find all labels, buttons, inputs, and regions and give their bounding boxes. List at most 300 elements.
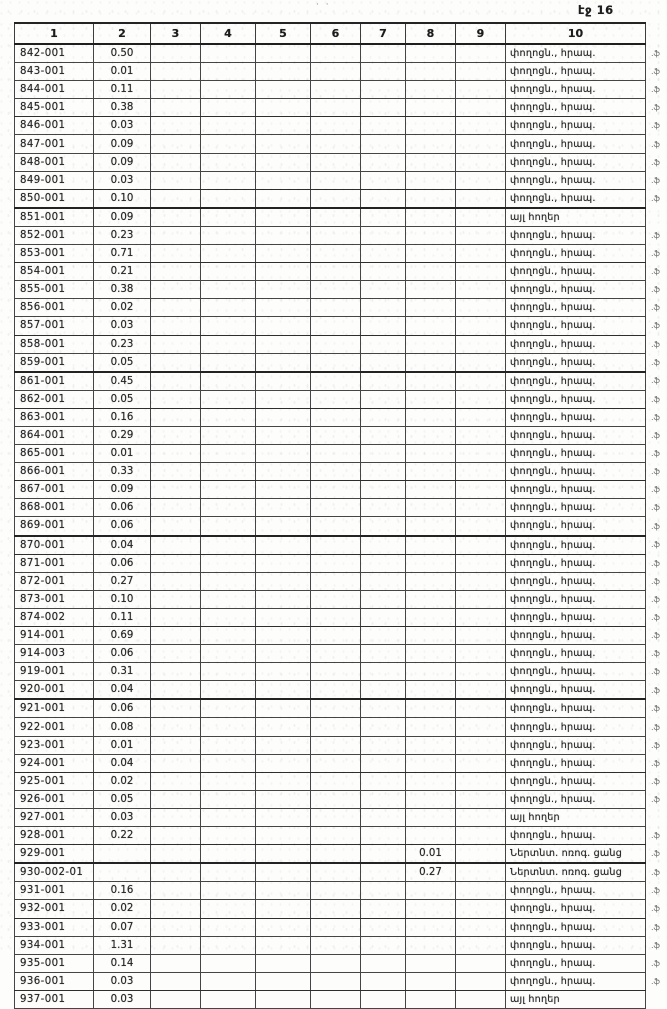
area-col8-cell: 0.27 <box>406 863 456 882</box>
area-col8-cell <box>406 572 456 590</box>
empty-cell-7 <box>361 681 406 700</box>
area-col8-cell <box>406 627 456 645</box>
empty-cell-4 <box>201 499 256 517</box>
area-col2-cell: 0.03 <box>94 808 151 826</box>
landuse-cell: փողոցն., հրապ. <box>506 226 646 244</box>
area-col8-cell <box>406 645 456 663</box>
empty-cell-4 <box>201 171 256 189</box>
empty-cell-3 <box>151 900 201 918</box>
parcel-code-cell: 871-001 <box>15 554 94 572</box>
empty-cell-7 <box>361 954 406 972</box>
empty-cell-6 <box>311 736 361 754</box>
area-col2-cell: 0.09 <box>94 481 151 499</box>
empty-cell-7 <box>361 554 406 572</box>
area-col8-cell <box>406 353 456 372</box>
area-col8-cell <box>406 81 456 99</box>
empty-cell-6 <box>311 572 361 590</box>
landuse-cell: Ներտնտ. ոռոգ. ցանց <box>506 845 646 864</box>
table-row <box>15 536 667 555</box>
empty-cell-6 <box>311 335 361 353</box>
empty-cell-5 <box>256 445 311 463</box>
empty-cell-9 <box>456 972 506 990</box>
table-row <box>15 135 667 153</box>
area-col8-cell <box>406 63 456 81</box>
area-col2-cell: 0.02 <box>94 900 151 918</box>
empty-cell-5 <box>256 845 311 864</box>
empty-cell-3 <box>151 663 201 681</box>
empty-cell-9 <box>456 245 506 263</box>
empty-cell-6 <box>311 245 361 263</box>
empty-cell-7 <box>361 790 406 808</box>
area-col8-cell <box>406 208 456 227</box>
empty-cell-9 <box>456 335 506 353</box>
margin-mark: .ֆ <box>646 845 667 864</box>
parcel-code-cell: 925-001 <box>15 772 94 790</box>
empty-cell-6 <box>311 317 361 335</box>
table-row <box>15 408 667 426</box>
area-col2-cell: 0.01 <box>94 63 151 81</box>
area-col8-cell <box>406 772 456 790</box>
margin-mark: .ֆ <box>646 445 667 463</box>
page-number: էջ 16 <box>578 3 614 17</box>
empty-cell-9 <box>456 863 506 882</box>
area-col8-cell <box>406 445 456 463</box>
empty-cell-4 <box>201 299 256 317</box>
area-col8-cell <box>406 718 456 736</box>
empty-cell-7 <box>361 208 406 227</box>
table-row <box>15 554 667 572</box>
empty-cell-7 <box>361 99 406 117</box>
area-col8-cell <box>406 426 456 444</box>
empty-cell-5 <box>256 63 311 81</box>
landuse-cell: փողոցն., հրապ. <box>506 63 646 81</box>
table-row <box>15 827 667 845</box>
empty-cell-3 <box>151 808 201 826</box>
column-header-4: 4 <box>201 23 256 44</box>
table-row <box>15 63 667 81</box>
empty-cell-6 <box>311 463 361 481</box>
area-col2-cell <box>94 845 151 864</box>
table-row <box>15 372 667 391</box>
table-row <box>15 754 667 772</box>
empty-cell-3 <box>151 263 201 281</box>
empty-cell-4 <box>201 226 256 244</box>
empty-cell-9 <box>456 736 506 754</box>
column-header-9: 9 <box>456 23 506 44</box>
empty-cell-5 <box>256 135 311 153</box>
margin-mark: .ֆ <box>646 882 667 900</box>
empty-cell-7 <box>361 499 406 517</box>
area-col8-cell <box>406 972 456 990</box>
margin-mark: .ֆ <box>646 554 667 572</box>
parcel-code-cell: 920-001 <box>15 681 94 700</box>
landuse-cell: փողոցն., հրապ. <box>506 645 646 663</box>
landuse-cell: փողոցն., հրապ. <box>506 499 646 517</box>
empty-cell-6 <box>311 990 361 1008</box>
empty-cell-4 <box>201 517 256 536</box>
empty-cell-4 <box>201 408 256 426</box>
area-col8-cell <box>406 135 456 153</box>
area-col8-cell <box>406 408 456 426</box>
margin-mark: .ֆ <box>646 353 667 372</box>
area-col2-cell: 0.29 <box>94 426 151 444</box>
empty-cell-5 <box>256 153 311 171</box>
empty-cell-3 <box>151 390 201 408</box>
empty-cell-9 <box>456 189 506 208</box>
empty-cell-4 <box>201 536 256 555</box>
empty-cell-7 <box>361 189 406 208</box>
empty-cell-3 <box>151 954 201 972</box>
area-col2-cell: 0.03 <box>94 117 151 135</box>
landuse-cell: Ներտնտ. ոռոգ. ցանց <box>506 863 646 882</box>
empty-cell-3 <box>151 554 201 572</box>
empty-cell-9 <box>456 44 506 63</box>
parcel-code-cell: 846-001 <box>15 117 94 135</box>
parcel-code-cell: 858-001 <box>15 335 94 353</box>
empty-cell-5 <box>256 390 311 408</box>
empty-cell-3 <box>151 827 201 845</box>
empty-cell-7 <box>361 63 406 81</box>
area-col2-cell: 0.09 <box>94 135 151 153</box>
area-col2-cell: 0.50 <box>94 44 151 63</box>
empty-cell-6 <box>311 390 361 408</box>
empty-cell-9 <box>456 827 506 845</box>
parcel-code-cell: 849-001 <box>15 171 94 189</box>
parcel-code-cell: 914-003 <box>15 645 94 663</box>
parcel-code-cell: 930-002-01 <box>15 863 94 882</box>
area-col2-cell: 0.02 <box>94 772 151 790</box>
landuse-cell: փողոցն., հրապ. <box>506 572 646 590</box>
empty-cell-6 <box>311 863 361 882</box>
empty-cell-7 <box>361 900 406 918</box>
empty-cell-4 <box>201 627 256 645</box>
area-col8-cell <box>406 317 456 335</box>
table-row <box>15 463 667 481</box>
margin-mark: .ֆ <box>646 772 667 790</box>
empty-cell-5 <box>256 936 311 954</box>
area-col8-cell <box>406 335 456 353</box>
landuse-cell: փողոցն., հրապ. <box>506 372 646 391</box>
table-body <box>15 44 667 1008</box>
empty-cell-6 <box>311 699 361 718</box>
empty-cell-3 <box>151 281 201 299</box>
empty-cell-7 <box>361 736 406 754</box>
parcel-code-cell: 854-001 <box>15 263 94 281</box>
empty-cell-3 <box>151 990 201 1008</box>
parcel-code-cell: 874-002 <box>15 608 94 626</box>
parcel-code-cell: 842-001 <box>15 44 94 63</box>
empty-cell-9 <box>456 772 506 790</box>
empty-cell-6 <box>311 754 361 772</box>
empty-cell-7 <box>361 990 406 1008</box>
landuse-cell: փողոցն., հրապ. <box>506 463 646 481</box>
area-col8-cell <box>406 590 456 608</box>
parcel-code-cell: 919-001 <box>15 663 94 681</box>
parcel-code-cell: 922-001 <box>15 718 94 736</box>
table-row <box>15 245 667 263</box>
empty-cell-6 <box>311 189 361 208</box>
empty-cell-6 <box>311 827 361 845</box>
empty-cell-4 <box>201 426 256 444</box>
empty-cell-3 <box>151 81 201 99</box>
empty-cell-3 <box>151 408 201 426</box>
empty-cell-6 <box>311 99 361 117</box>
landuse-cell: փողոցն., հրապ. <box>506 281 646 299</box>
landuse-cell: փողոցն., հրապ. <box>506 536 646 555</box>
empty-cell-9 <box>456 426 506 444</box>
empty-cell-7 <box>361 408 406 426</box>
parcel-code-cell: 859-001 <box>15 353 94 372</box>
landuse-cell: փողոցն., հրապ. <box>506 663 646 681</box>
table-row <box>15 663 667 681</box>
area-col2-cell: 0.02 <box>94 299 151 317</box>
empty-cell-3 <box>151 608 201 626</box>
area-col8-cell <box>406 153 456 171</box>
empty-cell-6 <box>311 299 361 317</box>
empty-cell-7 <box>361 372 406 391</box>
empty-cell-7 <box>361 81 406 99</box>
empty-cell-9 <box>456 554 506 572</box>
margin-mark: .ֆ <box>646 790 667 808</box>
area-col2-cell: 0.38 <box>94 281 151 299</box>
empty-cell-3 <box>151 699 201 718</box>
table-row <box>15 171 667 189</box>
empty-cell-6 <box>311 81 361 99</box>
empty-cell-4 <box>201 117 256 135</box>
empty-cell-7 <box>361 845 406 864</box>
area-col2-cell: 0.23 <box>94 335 151 353</box>
empty-cell-7 <box>361 718 406 736</box>
parcel-code-cell: 923-001 <box>15 736 94 754</box>
landuse-cell: փողոցն., հրապ. <box>506 408 646 426</box>
margin-mark: .ֆ <box>646 627 667 645</box>
empty-cell-7 <box>361 827 406 845</box>
empty-cell-4 <box>201 736 256 754</box>
empty-cell-9 <box>456 699 506 718</box>
landuse-cell: փողոցն., հրապ. <box>506 772 646 790</box>
empty-cell-6 <box>311 135 361 153</box>
empty-cell-9 <box>456 681 506 700</box>
empty-cell-9 <box>456 317 506 335</box>
landuse-cell: այլ հողեր <box>506 990 646 1008</box>
empty-cell-5 <box>256 281 311 299</box>
parcel-code-cell: 869-001 <box>15 517 94 536</box>
empty-cell-5 <box>256 772 311 790</box>
empty-cell-6 <box>311 936 361 954</box>
empty-cell-7 <box>361 663 406 681</box>
empty-cell-5 <box>256 972 311 990</box>
margin-mark: .ֆ <box>646 335 667 353</box>
table-row <box>15 681 667 700</box>
empty-cell-3 <box>151 99 201 117</box>
margin-mark: .ֆ <box>646 117 667 135</box>
table-row <box>15 226 667 244</box>
empty-cell-3 <box>151 918 201 936</box>
landuse-cell: այլ հողեր <box>506 808 646 826</box>
empty-cell-3 <box>151 44 201 63</box>
parcel-code-cell: 851-001 <box>15 208 94 227</box>
table-row <box>15 990 667 1008</box>
area-col2-cell: 0.03 <box>94 990 151 1008</box>
landuse-cell: փողոցն., հրապ. <box>506 299 646 317</box>
empty-cell-5 <box>256 627 311 645</box>
table-row <box>15 627 667 645</box>
parcel-code-cell: 863-001 <box>15 408 94 426</box>
table-row <box>15 317 667 335</box>
empty-cell-3 <box>151 499 201 517</box>
empty-cell-4 <box>201 81 256 99</box>
area-col8-cell <box>406 808 456 826</box>
margin-mark: .ֆ <box>646 481 667 499</box>
empty-cell-5 <box>256 754 311 772</box>
area-col2-cell: 0.03 <box>94 317 151 335</box>
empty-cell-5 <box>256 408 311 426</box>
area-col2-cell: 0.04 <box>94 536 151 555</box>
empty-cell-9 <box>456 408 506 426</box>
empty-cell-9 <box>456 281 506 299</box>
area-col2-cell: 0.03 <box>94 171 151 189</box>
table-row <box>15 863 667 882</box>
empty-cell-7 <box>361 445 406 463</box>
landuse-cell: փողոցն., հրապ. <box>506 390 646 408</box>
margin-mark: .ֆ <box>646 699 667 718</box>
area-col8-cell <box>406 608 456 626</box>
empty-cell-9 <box>456 226 506 244</box>
margin-mark: .ֆ <box>646 590 667 608</box>
empty-cell-5 <box>256 226 311 244</box>
empty-cell-5 <box>256 335 311 353</box>
landuse-cell: փողոցն., հրապ. <box>506 900 646 918</box>
empty-cell-6 <box>311 372 361 391</box>
empty-cell-3 <box>151 863 201 882</box>
empty-cell-5 <box>256 81 311 99</box>
area-col2-cell: 0.05 <box>94 390 151 408</box>
empty-cell-4 <box>201 972 256 990</box>
empty-cell-5 <box>256 481 311 499</box>
parcel-code-cell: 914-001 <box>15 627 94 645</box>
area-col2-cell: 0.03 <box>94 972 151 990</box>
margin-mark <box>646 808 667 826</box>
empty-cell-3 <box>151 790 201 808</box>
empty-cell-6 <box>311 353 361 372</box>
empty-cell-5 <box>256 536 311 555</box>
empty-cell-6 <box>311 681 361 700</box>
empty-cell-7 <box>361 863 406 882</box>
empty-cell-4 <box>201 936 256 954</box>
table-row <box>15 936 667 954</box>
empty-cell-4 <box>201 281 256 299</box>
empty-cell-9 <box>456 936 506 954</box>
empty-cell-9 <box>456 790 506 808</box>
margin-mark: .ֆ <box>646 135 667 153</box>
margin-mark: .ֆ <box>646 536 667 555</box>
empty-cell-9 <box>456 808 506 826</box>
empty-cell-4 <box>201 463 256 481</box>
margin-mark: .ֆ <box>646 954 667 972</box>
empty-cell-6 <box>311 790 361 808</box>
table-row <box>15 845 667 864</box>
landuse-cell: փողոցն., հրապ. <box>506 936 646 954</box>
table-row <box>15 517 667 536</box>
margin-mark: .ֆ <box>646 226 667 244</box>
empty-cell-6 <box>311 153 361 171</box>
area-col8-cell <box>406 536 456 555</box>
empty-cell-7 <box>361 44 406 63</box>
landuse-cell: փողոցն., հրապ. <box>506 827 646 845</box>
empty-cell-5 <box>256 245 311 263</box>
area-col2-cell: 0.27 <box>94 572 151 590</box>
area-col2-cell: 0.45 <box>94 372 151 391</box>
empty-cell-7 <box>361 572 406 590</box>
empty-cell-6 <box>311 517 361 536</box>
empty-cell-4 <box>201 445 256 463</box>
area-col8-cell <box>406 882 456 900</box>
column-header-5: 5 <box>256 23 311 44</box>
landuse-cell: փողոցն., հրապ. <box>506 317 646 335</box>
table-row <box>15 954 667 972</box>
empty-cell-9 <box>456 263 506 281</box>
area-col8-cell <box>406 517 456 536</box>
empty-cell-7 <box>361 299 406 317</box>
empty-cell-7 <box>361 390 406 408</box>
empty-cell-9 <box>456 299 506 317</box>
empty-cell-4 <box>201 608 256 626</box>
area-col2-cell: 0.11 <box>94 608 151 626</box>
parcel-code-cell: 865-001 <box>15 445 94 463</box>
empty-cell-5 <box>256 990 311 1008</box>
empty-cell-4 <box>201 645 256 663</box>
empty-cell-4 <box>201 135 256 153</box>
empty-cell-5 <box>256 353 311 372</box>
empty-cell-3 <box>151 481 201 499</box>
parcel-code-cell: 867-001 <box>15 481 94 499</box>
empty-cell-5 <box>256 372 311 391</box>
empty-cell-5 <box>256 554 311 572</box>
parcel-code-cell: 853-001 <box>15 245 94 263</box>
table-row <box>15 44 667 63</box>
empty-cell-7 <box>361 936 406 954</box>
table-row <box>15 353 667 372</box>
margin-mark: .ֆ <box>646 81 667 99</box>
empty-cell-9 <box>456 481 506 499</box>
empty-cell-4 <box>201 481 256 499</box>
margin-mark: .ֆ <box>646 44 667 63</box>
landuse-cell: փողոցն., հրապ. <box>506 135 646 153</box>
margin-mark: .ֆ <box>646 827 667 845</box>
area-col2-cell: 0.21 <box>94 263 151 281</box>
parcel-code-cell: 935-001 <box>15 954 94 972</box>
table-row <box>15 699 667 718</box>
parcel-code-cell: 843-001 <box>15 63 94 81</box>
empty-cell-6 <box>311 117 361 135</box>
empty-cell-4 <box>201 390 256 408</box>
empty-cell-3 <box>151 335 201 353</box>
table-row <box>15 918 667 936</box>
margin-mark: .ֆ <box>646 499 667 517</box>
empty-cell-7 <box>361 117 406 135</box>
area-col2-cell: 0.10 <box>94 590 151 608</box>
table-row <box>15 882 667 900</box>
empty-cell-6 <box>311 772 361 790</box>
parcel-code-cell: 873-001 <box>15 590 94 608</box>
empty-cell-5 <box>256 699 311 718</box>
margin-mark <box>646 208 667 227</box>
area-col8-cell <box>406 117 456 135</box>
empty-cell-4 <box>201 808 256 826</box>
empty-cell-3 <box>151 536 201 555</box>
empty-cell-5 <box>256 572 311 590</box>
empty-cell-6 <box>311 663 361 681</box>
